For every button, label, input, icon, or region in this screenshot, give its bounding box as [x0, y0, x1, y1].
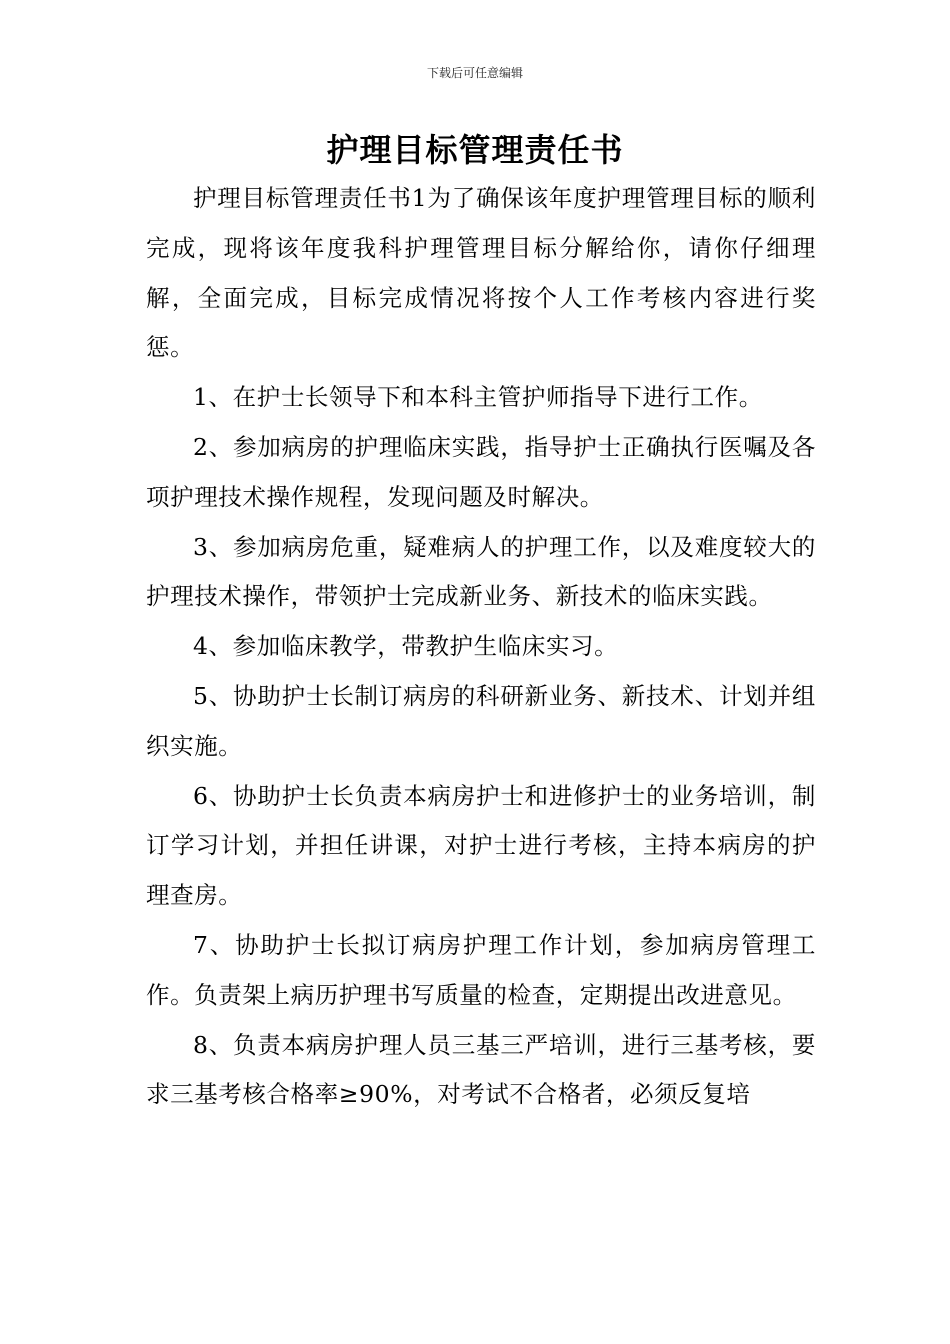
document-body	[146, 174, 816, 1120]
duty-item-5: 5、协助护士长制订病房的科研新业务、新技术、计划并组织实施。	[146, 681, 816, 760]
duty-item-4: 4、参加临床教学，带教护生临床实习。	[193, 632, 619, 661]
duty-item-2: 2、参加病房的护理临床实践，指导护士正确执行医嘱及各项护理技术操作规程，发现问题及时解决。	[146, 432, 816, 511]
duty-item-6: 6、协助护士长负责本病房护士和进修护士的业务培训，制订学习计划，并担任讲课，对护士进行考核，主持本病房的护理查房。	[146, 781, 816, 910]
document-title: 护理目标管理责任书	[326, 131, 624, 169]
header-note: 下载后可任意编辑	[426, 66, 523, 80]
duty-item-7: 7、协助护士长拟订病房护理工作计划，参加病房管理工作。负责架上病历护理书写质量的检查，定期提出改进意见。	[146, 930, 816, 1009]
duty-item-8: 8、负责本病房护理人员三基三严培训，进行三基考核，要求三基考核合格率≥90%，对考试不合格者，必须反复培	[146, 1030, 816, 1109]
duty-item-3: 3、参加病房危重，疑难病人的护理工作，以及难度较大的护理技术操作，带领护士完成新业务、新技术的临床实践。	[146, 532, 816, 611]
duty-item-1: 1、在护士长领导下和本科主管护师指导下进行工作。	[193, 383, 763, 412]
intro-paragraph: 护理目标管理责任书1为了确保该年度护理管理目标的顺利完成，现将该年度我科护理管理目标分解给你，请你仔细理解，全面完成，目标完成情况将按个人工作考核内容进行奖惩。	[146, 184, 816, 362]
